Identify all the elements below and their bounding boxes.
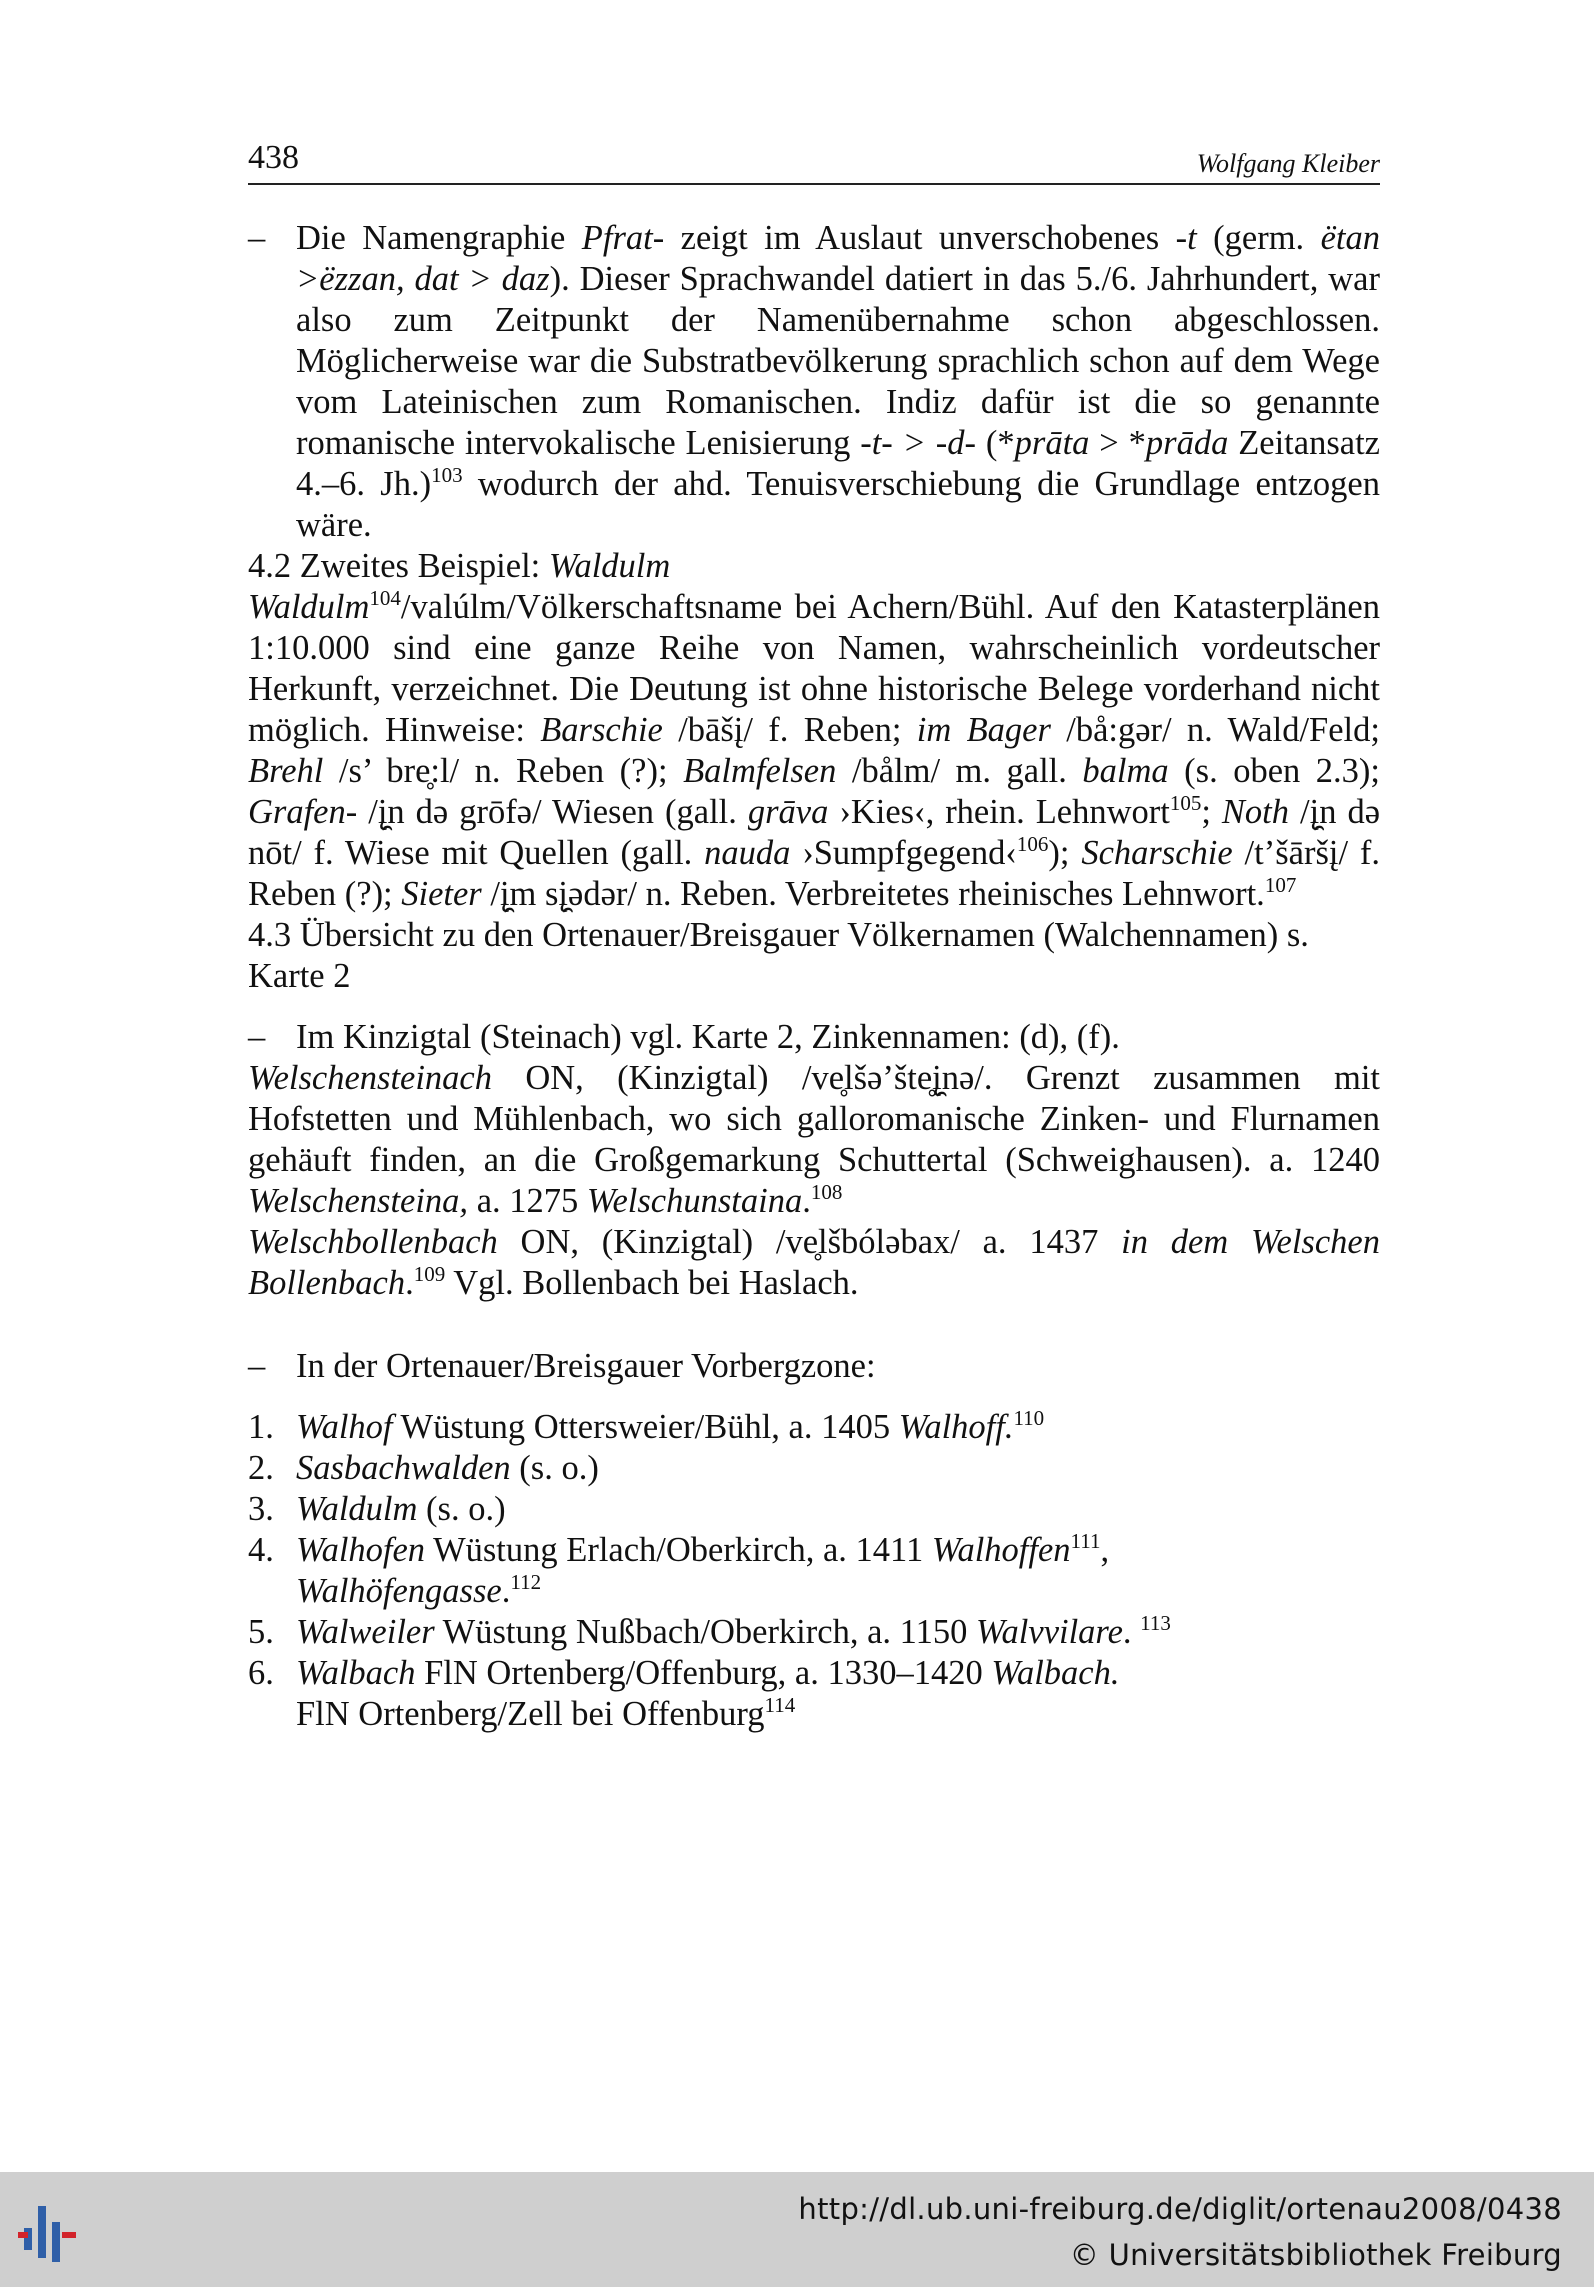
page-body — [248, 218, 1380, 1735]
footnote-ref: 105 — [1169, 791, 1202, 815]
page-number: 438 — [248, 139, 299, 176]
footnote-ref: 110 — [1013, 1406, 1045, 1430]
footnote-ref: 107 — [1264, 873, 1297, 897]
logo-bar-red-2 — [62, 2232, 76, 2238]
dash-marker: – — [248, 219, 266, 257]
kinzigtal-item: Im Kinzigtal (Steinach) vgl. Karte 2, Zinkennamen: (d), (f). — [296, 1018, 1120, 1056]
page-header — [248, 135, 1380, 185]
vorbergzone-item: In der Ortenauer/Breisgauer Vorbergzone: — [296, 1347, 876, 1385]
footnote-ref: 108 — [810, 1180, 843, 1204]
footnote-ref: 106 — [1016, 832, 1049, 856]
list-item: 1. Walhof Wüstung Ottersweier/Bühl, a. 1405 Walhoff.$^{110}$ — [248, 1406, 1045, 1446]
footnote-ref: 111 — [1070, 1529, 1101, 1553]
logo-bar-blue-1 — [24, 2228, 32, 2250]
dash-list-item — [248, 1017, 1380, 1058]
pfrat-paragraph: Die Namengraphie Pfrat- zeigt im Auslaut unverschobenes -t (germ. ëtan >ëzzan, dat > daz). Dieser Sprachwandel datiert in das 5./6. Jahrhundert, war also zum Zeitpunkt der Namenübernahme schon abgeschlossen. Möglicherweise war die Substratbevölkerung sprachlich schon auf dem Wege vom Lateinischen zum Romanischen. Indiz dafür ist die so genannte romanische intervokalische Lenisierung -t- > -d- (*prāta > *prāda Zeitansatz 4.–6. Jh.)$^{103}$ wodurch der ahd. Tenuisverschiebung die Grundlage entzogen wäre. — [296, 219, 1381, 544]
logo-bar-red-1 — [18, 2232, 28, 2238]
numbered-list — [248, 1407, 1380, 1735]
copyright-notice: © Universitätsbibliothek Freiburg — [1069, 2238, 1562, 2272]
dash-marker: – — [248, 1018, 266, 1056]
list-number: 1. — [248, 1408, 274, 1446]
list-number: 6. — [248, 1654, 274, 1692]
running-head-author: Wolfgang Kleiber — [1196, 149, 1380, 178]
list-number: 2. — [248, 1449, 274, 1487]
footnote-ref: 103 — [431, 463, 463, 487]
logo-bar-blue-3 — [52, 2222, 60, 2262]
section-heading-4-3: 4.3 Übersicht zu den Ortenauer/Breisgauer Völkernamen (Walchennamen) s. Karte 2 — [248, 916, 1309, 995]
list-item: 3. Waldulm (s. o.) — [248, 1490, 506, 1528]
library-logo-icon — [18, 2192, 98, 2268]
footnote-ref: 104 — [369, 586, 401, 610]
welschbollenbach-paragraph: Welschbollenbach ON, (Kinzigtal) /ve̥lšbóləbax/ a. 1437 in dem Welschen Bollenbach.$^{109}$ Vgl. Bollenbach bei Haslach. — [248, 1223, 1380, 1302]
waldulm-paragraph: Waldulm$^{104}$/valúlm/Völkerschaftsname bei Achern/Bühl. Auf den Katasterplänen 1:10.000 sind eine ganze Reihe von Namen, wahrscheinlich vordeutscher Herkunft, verzeichnet. Die Deutung ist ohne historische Belege vorderhand nicht möglich. Hinweise: Barschie /bāšį/ f. Reben; im Bager /bå:gər/ n. Wald/Feld; Brehl /s’ bre̥:l/ n. Reben (?); Balmfelsen /bålm/ m. gall. balma (s. oben 2.3); Grafen- /į̯n də grōfə/ Wiesen (gall. grāva ›Kies‹, rhein. Lehnwort$^{105}$; Noth /į̯n də nōt/ f. Wiese mit Quellen (gall. nauda ›Sumpfgegend‹$^{106}$); Scharschie /t’šāršį/ f. Reben (?); Sieter /į̯m sį̯ədər/ n. Reben. Verbreitetes rheinisches Lehnwort.$^{107}$ — [248, 586, 1381, 913]
footnote-ref: 114 — [764, 1693, 796, 1717]
dash-list-item — [248, 1346, 1380, 1387]
library-footer-bar — [0, 2172, 1594, 2287]
logo-bar-blue-2 — [38, 2206, 46, 2258]
footnote-ref: 109 — [413, 1262, 446, 1286]
list-number: 3. — [248, 1490, 274, 1528]
footnote-ref: 112 — [510, 1570, 542, 1594]
list-item: 5. Walweiler Wüstung Nußbach/Oberkirch, a. 1150 Walvvilare. $^{113}$ — [248, 1611, 1171, 1651]
digital-library-link[interactable]: http://dl.ub.uni-freiburg.de/diglit/ortenau2008/0438 — [798, 2192, 1562, 2226]
footnote-ref: 113 — [1140, 1611, 1171, 1635]
dash-list-item — [248, 218, 1380, 546]
list-item: 6. Walbach FlN Ortenberg/Offenburg, a. 1330–1420 Walbach. FlN Ortenberg/Zell bei Offenburg$^{114}$ — [248, 1654, 1120, 1733]
list-number: 4. — [248, 1531, 274, 1569]
list-item: 2. Sasbachwalden (s. o.) — [248, 1449, 599, 1487]
list-item: 4. Walhofen Wüstung Erlach/Oberkirch, a. 1411 Walhoffen$^{111}$, Walhöfengasse.$^{112}$ — [248, 1529, 1110, 1610]
list-number: 5. — [248, 1613, 274, 1651]
dash-marker: – — [248, 1347, 266, 1385]
welschensteinach-paragraph: Welschensteinach ON, (Kinzigtal) /ve̥lšə’šte̥į̯nə/. Grenzt zusammen mit Hofstetten und Mühlenbach, wo sich galloromanische Zinken- und Flurnamen gehäuft finden, an die Großgemarkung Schuttertal (Schweighausen). a. 1240 Welschensteina, a. 1275 Welschunstaina.$^{108}$ — [248, 1059, 1380, 1220]
section-heading-4-2: 4.2 Zweites Beispiel: Waldulm — [248, 547, 671, 585]
